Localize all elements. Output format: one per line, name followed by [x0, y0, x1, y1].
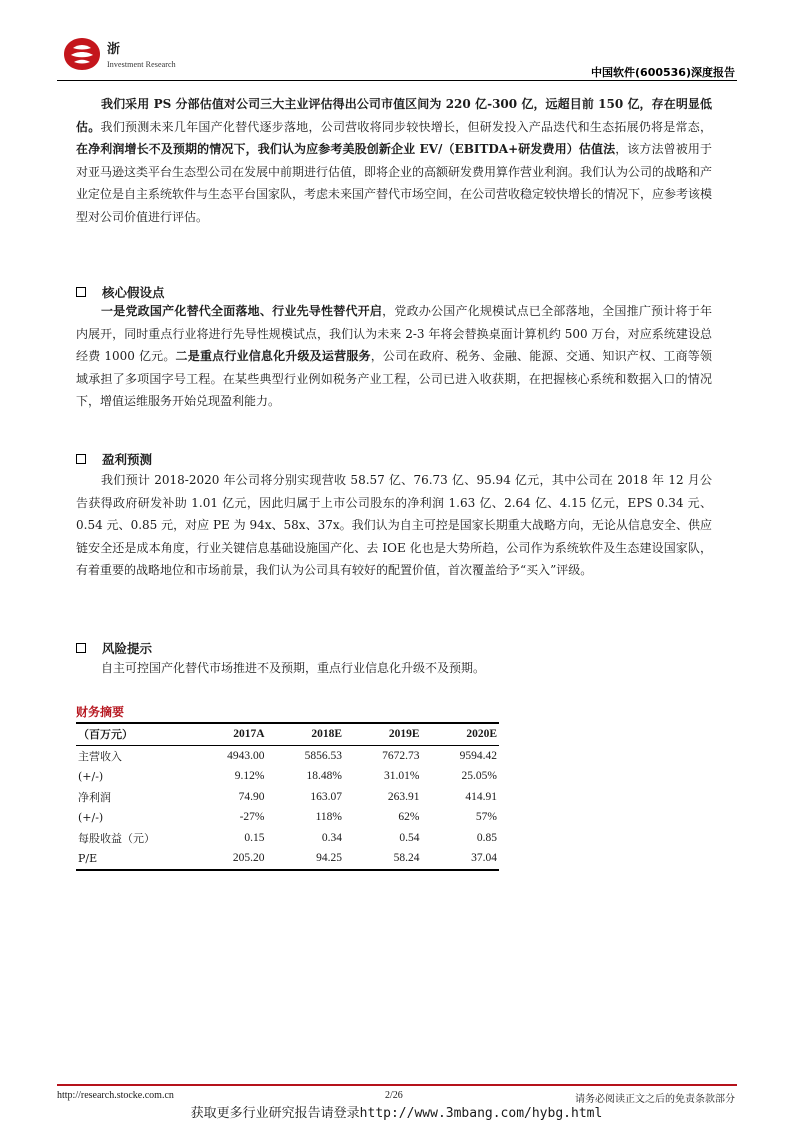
- footer-url-link[interactable]: http://research.stocke.com.cn: [57, 1090, 174, 1101]
- core-point-1-text: ，党政办公国产化规模试点已全部落地，全国推广预计将于年内展开，同时重点行业将进行先导性规模试点，我们认为未来 2-3 年将会替换桌面计算机约 500 万台，对应系统建设总经费 1000 亿元。: [76, 304, 712, 364]
- table-row: [76, 807, 499, 828]
- risk-paragraph: 自主可控国产化替代市场推进不及预期，重点行业信息化升级不及预期。: [101, 661, 486, 675]
- table-cell: 7672.73: [382, 749, 420, 762]
- table-cell: 0.34: [321, 831, 342, 844]
- table-row: [76, 766, 499, 787]
- section-core-heading: [76, 283, 165, 301]
- table-cell: 118%: [315, 811, 342, 824]
- company-logo-icon: [62, 36, 102, 72]
- table-cell: 0.85: [476, 831, 497, 844]
- disclaimer-note: 请务必阅读正文之后的免责条款部分: [575, 1094, 735, 1105]
- table-cell: 205.20: [189, 848, 267, 870]
- table-cell-label: (+/-): [78, 810, 104, 824]
- table-row: [76, 745, 499, 766]
- footer-divider: [57, 1084, 737, 1086]
- table-cell-label: P/E: [76, 848, 189, 870]
- table-cell: 94.25: [267, 848, 345, 870]
- header-divider: [57, 80, 737, 81]
- core-point-2-text: ，公司在政府、税务、金融、能源、交通、知识产权、工商等领域承担了多项国字号工程。在某些典型行业例如税务产业工程，公司已进入收获期，在把握核心系统和数据入口的情况下，增值运维服务开始兑现盈利能力。: [76, 349, 712, 409]
- checkbox-bullet-icon: [76, 454, 86, 464]
- valuation-method-highlight: 在净利润增长不及预期的情况下，我们认为应参考美股创新企业 EV/（EBITDA+研发费用）估值法: [76, 142, 616, 157]
- table-cell: 25.05%: [461, 770, 497, 783]
- section-risk-heading: [76, 639, 152, 657]
- table-cell-label: 主营收入: [78, 749, 122, 763]
- table-row: [76, 848, 499, 870]
- table-cell: 31.01%: [384, 770, 420, 783]
- table-cell: 62%: [398, 811, 420, 824]
- table-header-cell: 2020E: [422, 723, 500, 745]
- table-cell-label: (+/-): [78, 769, 104, 783]
- table-cell: 263.91: [387, 790, 420, 803]
- table-cell: -27%: [239, 811, 265, 824]
- table-cell: 4943.00: [227, 749, 265, 762]
- page-number: 2/26: [385, 1090, 403, 1101]
- table-row: [76, 828, 499, 849]
- core-paragraph: [76, 300, 712, 413]
- table-cell: 5856.53: [304, 749, 342, 762]
- section-core-title: 核心假设点: [102, 285, 165, 300]
- section-risk-title: 风险提示: [102, 641, 153, 656]
- table-cell: 74.90: [238, 790, 265, 803]
- table-cell: 9.12%: [234, 770, 265, 783]
- report-title: 中国软件(600536)深度报告: [591, 66, 735, 79]
- table-cell: 163.07: [310, 790, 342, 803]
- section-profit-heading: [76, 450, 152, 468]
- valuation-highlight: 我们采用 PS 分部估值对公司三大主业评估得出公司市值区间为 220 亿-300 亿，远超目前 150 亿，存在明显低估。: [76, 97, 712, 134]
- section-profit-title: 盈利预测: [102, 452, 153, 467]
- table-cell: 0.15: [244, 831, 265, 844]
- valuation-paragraph: [76, 93, 712, 229]
- table-cell: 0.54: [399, 831, 420, 844]
- download-banner-link[interactable]: 获取更多行业研究报告请登录http://www.3mbang.com/hybg.html: [190, 1106, 603, 1121]
- core-point-2-highlight: 二是重点行业信息化升级及运营服务: [175, 349, 371, 364]
- table-cell: 18.48%: [306, 770, 342, 783]
- table-header-cell: （百万元）: [76, 723, 189, 745]
- valuation-method-text: ，该方法曾被用于对亚马逊这类平台生态型公司在发展中前期进行估值，即将企业的高额研发费用算作营业利润。我们认为公司的战略和产业定位是自主系统软件与生态平台国家队，考虑未来国产替代市场空间，在公司营收稳定较快增长的情况下，应参考该模型对公司价值进行评估。: [76, 142, 713, 224]
- table-cell: 414.91: [465, 790, 497, 803]
- core-point-1-highlight: 一是党政国产化替代全面落地、行业先导性替代开启: [101, 304, 383, 318]
- checkbox-bullet-icon: [76, 287, 86, 297]
- checkbox-bullet-icon: [76, 643, 86, 653]
- table-cell: 58.24: [344, 848, 422, 870]
- table-header-cell: 2019E: [344, 723, 422, 745]
- profit-paragraph: 我们预计 2018-2020 年公司将分别实现营收 58.57 亿、76.73 亿、95.94 亿元，其中公司在 2018 年 12 月公告获得政府研发补助 1.01 亿元，因此归属于上市公司股东的净利润 1.63 亿、2.64 亿、4.15 亿元，EPS 0.34 元、0.54 元、0.85 元，对应 PE 为 94x、58x、37x。我们认为自主可控是国家长期重大战略方向，无论从信息安全、供应链安全还是成本角度，行业关键信息基础设施国产化、去 IOE 化也是大势所趋，公司作为系统软件及生态建设国家队，有着重要的战略地位和市场前景，我们认为公司具有较好的配置价值，首次覆盖给予“买入”评级。: [76, 473, 712, 578]
- table-cell: 37.04: [422, 848, 500, 870]
- table-cell: 57%: [475, 811, 497, 824]
- table-header-cell: 2018E: [267, 723, 345, 745]
- table-header-row: [76, 723, 499, 745]
- financial-summary-table: [76, 722, 499, 871]
- table-row: [76, 787, 499, 808]
- valuation-text: 我们预测未来几年国产化替代逐步落地，公司营收将同步较快增长，但研发投入产品迭代和生态拓展仍将是常态，: [100, 119, 712, 134]
- logo-text-en: Investment Research: [107, 60, 176, 69]
- financial-summary-title: 财务摘要: [76, 705, 125, 719]
- table-header-cell: 2017A: [189, 723, 267, 745]
- table-cell-label: 净利润: [78, 790, 111, 804]
- table-cell: 9594.42: [459, 749, 497, 762]
- logo-text-cn: 浙: [107, 42, 121, 57]
- table-cell-label: 每股收益（元）: [78, 831, 155, 845]
